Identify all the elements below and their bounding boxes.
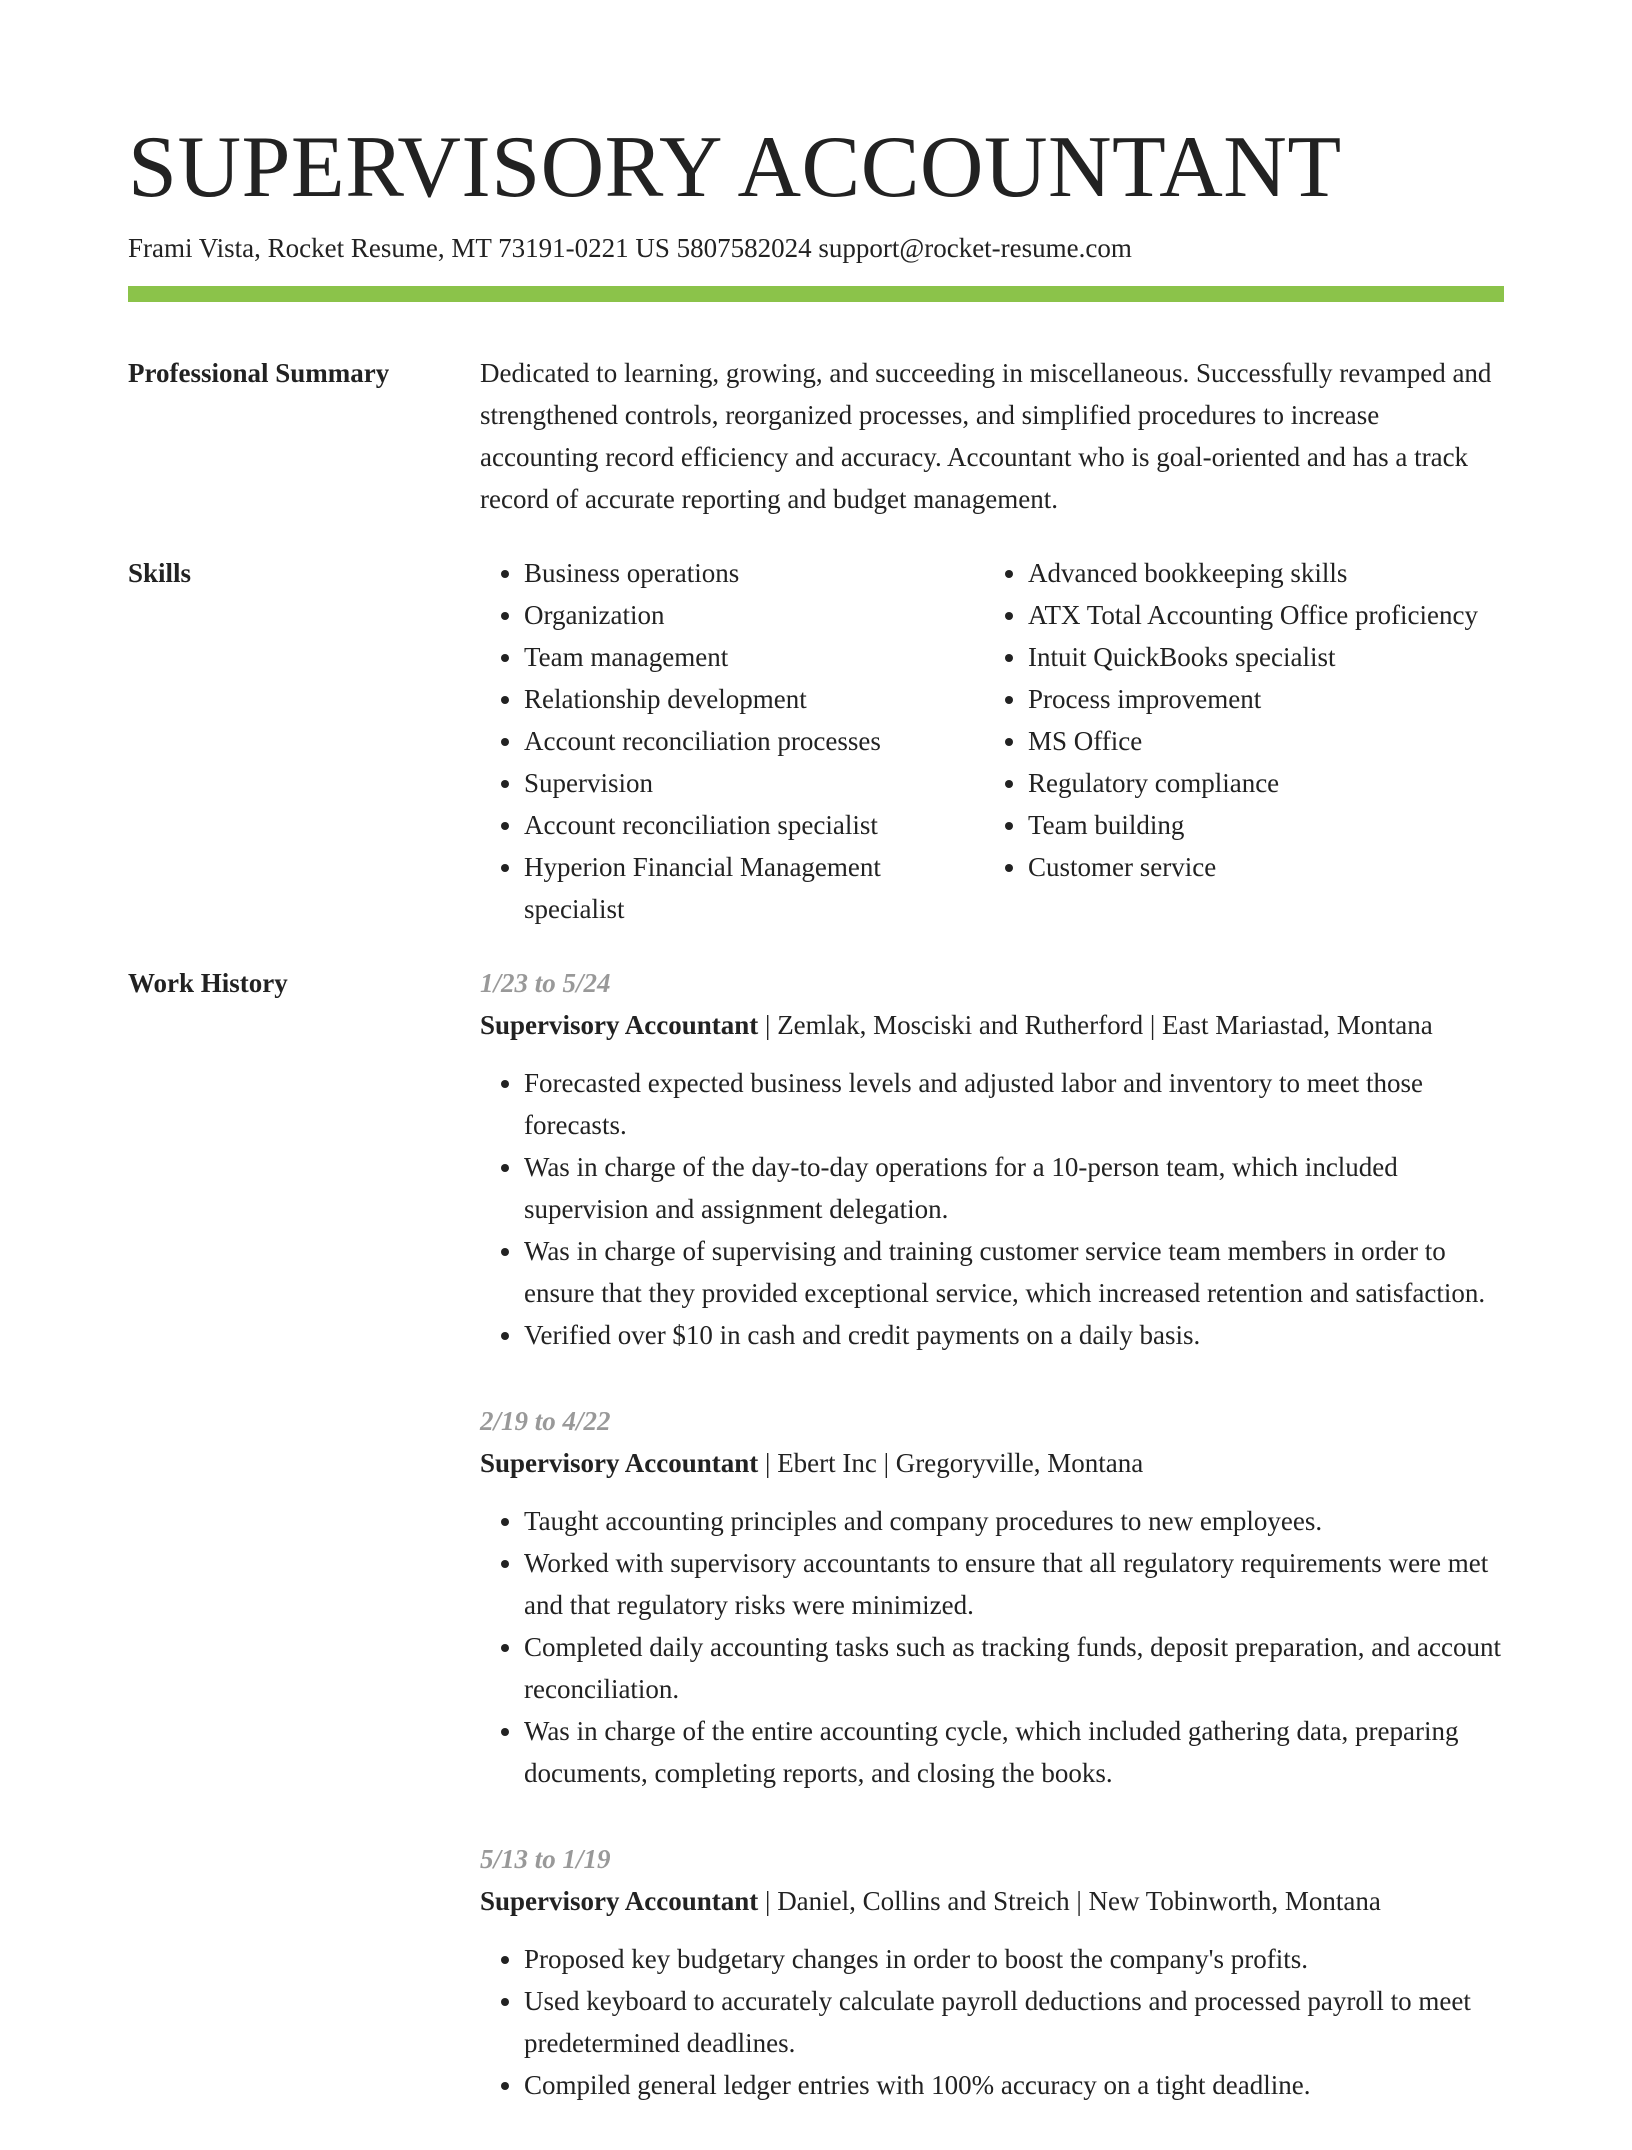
job-bullet: • Worked with supervisory accountants to ensure that all regulatory requirements were met and that regulatory risks were minimized. — [524, 1542, 1504, 1626]
job-bullet: • Compiled general ledger entries with 100% accuracy on a tight deadline. — [524, 2064, 1504, 2106]
skill-item: • Process improvement — [1028, 678, 1504, 720]
skill-item: • ATX Total Accounting Office proficiency — [1028, 594, 1504, 636]
skill-item: • Team building — [1028, 804, 1504, 846]
candidate-name: SUPERVISORY ACCOUNTANT — [128, 119, 1342, 216]
skills-list-left — [480, 552, 984, 930]
skills-columns — [480, 552, 1504, 930]
skills-section — [128, 552, 1504, 930]
contact-line — [128, 230, 1504, 266]
job-entry — [480, 1400, 1504, 1794]
professional-summary-section — [128, 352, 1504, 520]
job-bullet: • Forecasted expected business levels and adjusted labor and inventory to meet those forecasts. — [524, 1062, 1504, 1146]
contact-address: Frami Vista, Rocket Resume, MT 73191-0221 US — [128, 233, 670, 263]
job-company: Daniel, Collins and Streich — [777, 1886, 1070, 1916]
resume-page — [128, 118, 1504, 2150]
job-title: Supervisory Accountant — [480, 1010, 759, 1040]
job-location: Gregoryville, Montana — [895, 1448, 1144, 1478]
job-bullet: • Was in charge of the day-to-day operations for a 10-person team, which included supervision and assignment delegation. — [524, 1146, 1504, 1230]
skill-item: • Advanced bookkeeping skills — [1028, 552, 1504, 594]
skill-item: • Customer service — [1028, 846, 1504, 888]
header-divider — [128, 286, 1504, 302]
job-company: Ebert Inc — [777, 1448, 877, 1478]
job-entry — [480, 1838, 1504, 2106]
job-company: Zemlak, Mosciski and Rutherford — [777, 1010, 1144, 1040]
job-heading: Supervisory Accountant | Ebert Inc | Gregoryville, Montana — [480, 1448, 1144, 1478]
job-dates: 1/23 to 5/24 — [480, 968, 611, 998]
job-entry — [480, 962, 1504, 1356]
skills-list-right — [984, 552, 1504, 930]
job-bullet: • Was in charge of the entire accounting cycle, which included gathering data, preparing documents, completing reports, and closing the books. — [524, 1710, 1504, 1794]
job-dates: 5/13 to 1/19 — [480, 1844, 611, 1874]
job-bullet: • Completed daily accounting tasks such as tracking funds, deposit preparation, and account reconciliation. — [524, 1626, 1504, 1710]
skill-item: • Business operations — [524, 552, 984, 594]
job-bullet: • Taught accounting principles and company procedures to new employees. — [524, 1500, 1504, 1542]
contact-email: support@rocket-resume.com — [818, 233, 1132, 263]
job-bullet: • Verified over $10 in cash and credit payments on a daily basis. — [524, 1314, 1504, 1356]
job-heading: Supervisory Accountant | Daniel, Collins and Streich | New Tobinworth, Montana — [480, 1886, 1381, 1916]
section-title: Work History — [128, 968, 288, 998]
skill-item: • Supervision — [524, 762, 984, 804]
job-title: Supervisory Accountant — [480, 1886, 759, 1916]
skill-item: • Hyperion Financial Management specialist — [524, 846, 984, 930]
work-history-section — [128, 962, 1504, 2150]
job-bullet-list — [480, 1062, 1504, 1356]
skill-item: • Relationship development — [524, 678, 984, 720]
skill-item: • Account reconciliation processes — [524, 720, 984, 762]
job-location: East Mariastad, Montana — [1162, 1010, 1433, 1040]
skill-item: • MS Office — [1028, 720, 1504, 762]
contact-phone: 5807582024 — [676, 233, 812, 263]
job-bullet-list — [480, 1938, 1504, 2106]
job-list — [480, 962, 1504, 2150]
job-location: New Tobinworth, Montana — [1088, 1886, 1381, 1916]
job-bullet: • Used keyboard to accurately calculate payroll deductions and processed payroll to meet predetermined deadlines. — [524, 1980, 1504, 2064]
job-dates: 2/19 to 4/22 — [480, 1406, 611, 1436]
summary-text: Dedicated to learning, growing, and succeeding in miscellaneous. Successfully revamped and strengthened controls, reorganized processes, and simplified procedures to increase accounting record efficiency and accuracy. Accountant who is goal-oriented and has a track record of accurate reporting and budget management. — [480, 358, 1492, 514]
job-bullet: • Was in charge of supervising and training customer service team members in order to ensure that they provided exceptional service, which increased retention and satisfaction. — [524, 1230, 1504, 1314]
job-bullet: • Proposed key budgetary changes in order to boost the company's profits. — [524, 1938, 1504, 1980]
skill-item: • Account reconciliation specialist — [524, 804, 984, 846]
section-title: Professional Summary — [128, 358, 390, 388]
skill-item: • Organization — [524, 594, 984, 636]
section-title: Skills — [128, 558, 192, 588]
skill-item: • Team management — [524, 636, 984, 678]
job-heading: Supervisory Accountant | Zemlak, Mosciski and Rutherford | East Mariastad, Montana — [480, 1010, 1433, 1040]
job-title: Supervisory Accountant — [480, 1448, 759, 1478]
job-bullet-list — [480, 1500, 1504, 1794]
skill-item: • Intuit QuickBooks specialist — [1028, 636, 1504, 678]
skill-item: • Regulatory compliance — [1028, 762, 1504, 804]
